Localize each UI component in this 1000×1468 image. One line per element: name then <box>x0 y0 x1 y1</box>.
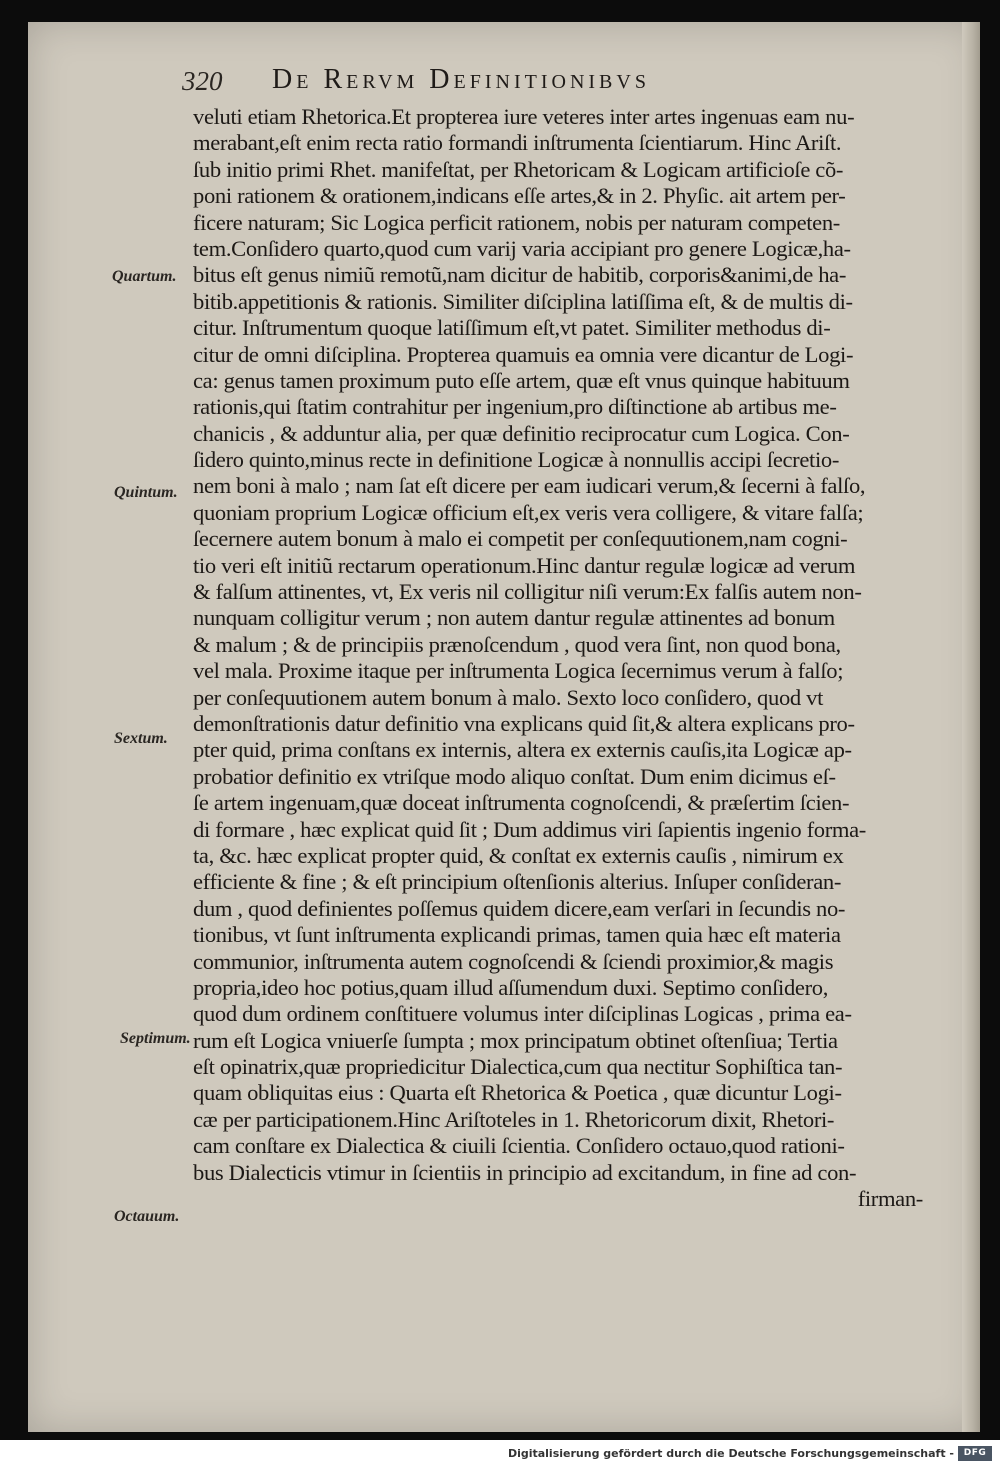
text-line: & falſum attinentes, vt, Ex veris nil colligitur niſi verum:Ex falſis autem non- <box>193 579 862 605</box>
text-line: demonſtrationis datur definitio vna explicans quid ſit,& altera explicans pro- <box>193 710 855 736</box>
text-line: probatior definitio ex vtriſque modo aliquo conſtat. Dum enim dicimus eſ- <box>193 763 836 789</box>
text-line: bitus eſt genus nimiũ remotũ,nam dicitur de habitib, corporis&animi,de ha- <box>193 262 847 288</box>
text-line: efficiente & fine ; & eſt principium oſtenſionis alterius. Inſuper conſideran- <box>193 869 842 895</box>
running-title: De Rervm Definitionibvs <box>272 64 650 95</box>
margin-note-sextum: Sextum. <box>114 730 168 747</box>
text-line: ficere naturam; Sic Logica perficit rationem, nobis per naturam competen- <box>193 209 840 235</box>
body-text <box>193 104 933 1212</box>
text-line: ſecernere autem bonum à malo ei competit per conſequutionem,nam cogni- <box>193 526 848 552</box>
text-line: tem.Conſidero quarto,quod cum varij varia accipiant pro genere Logicæ,ha- <box>193 235 851 261</box>
text-line: cam conſtare ex Dialectica & ciuili ſcientia. Conſidero octauo,quod rationi- <box>193 1133 845 1159</box>
text-line: quoniam proprium Logicæ officium eſt,ex veris vera colligere, & vitare falſa; <box>193 499 864 525</box>
running-head <box>182 66 862 100</box>
text-line: nem boni à malo ; nam ſat eſt dicere per eam iudicari verum,& ſecerni à falſo, <box>193 473 866 499</box>
text-line: quam obliquitas eius : Quarta eſt Rhetorica & Poetica , quæ dicuntur Logi- <box>193 1080 842 1106</box>
text-line: ſidero quinto,minus recte in definitione Logicæ à nonnullis accipi ſecretio- <box>193 447 840 473</box>
page-edge <box>962 22 980 1432</box>
text-line: & malum ; & de principiis prænoſcendum , quod vera ſint, non quod bona, <box>193 631 841 657</box>
text-line: bus Dialecticis vtimur in ſcientiis in principio ad excitandum, in fine ad con- <box>193 1159 857 1185</box>
text-line: veluti etiam Rhetorica.Et propterea iure veteres inter artes ingenuas eam nu- <box>193 104 855 129</box>
dfg-logo-icon: DFG <box>958 1446 992 1461</box>
text-line: per conſequutionem autem bonum à malo. Sexto loco conſidero, quod vt <box>193 684 824 710</box>
margin-note-octauum: Octauum. <box>114 1208 180 1225</box>
text-line: rum eſt Logica vniuerſe ſumpta ; mox principatum obtinet oſtenſiua; Tertia <box>193 1027 838 1053</box>
text-line: quod dum ordinem conſtituere volumus inter diſciplinas Logicas , prima ea- <box>193 1001 852 1027</box>
text-line: nunquam colligitur verum ; non autem dantur regulæ attinentes ad bonum <box>193 605 835 631</box>
margin-note-septimum: Septimum. <box>120 1030 191 1047</box>
margin-note-quartum: Quartum. <box>112 268 177 285</box>
text-line: vel mala. Proxime itaque per inſtrumenta Logica ſecernimus verum à falſo; <box>193 658 844 684</box>
text-line: citur. Inſtrumentum quoque latiſſimum eſt,vt patet. Similiter methodus di- <box>193 315 831 341</box>
text-line: rationis,qui ſtatim contrahitur per ingenium,pro diſtinctione ab artibus me- <box>193 394 837 420</box>
text-line: eſt opinatrix,quæ propriedicitur Dialectica,cum qua nectitur Sophiſtica tan- <box>193 1054 843 1080</box>
text-line: bitib.appetitionis & rationis. Similiter diſciplina latiſſima eſt, & de multis di- <box>193 288 853 314</box>
text-line: tionibus, vt ſunt inſtrumenta explicandi primas, tamen quia hæc eſt materia <box>193 922 841 948</box>
funding-note: Digitalisierung gefördert durch die Deutsche Forschungsgemeinschaft - <box>507 1447 954 1460</box>
text-line: ta, &c. hæc explicat propter quid, & conſtat ex externis cauſis , nimirum ex <box>193 842 844 868</box>
margin-note-quintum: Quintum. <box>114 484 178 501</box>
text-line: tio veri eſt initiũ rectarum operationum.Hinc dantur regulæ logicæ ad verum <box>193 552 856 578</box>
text-line: merabant,eſt enim recta ratio formandi inſtrumenta ſcientiarum. Hinc Ariſt. <box>193 130 842 156</box>
text-line: ca: genus tamen proximum puto eſſe artem, quæ eſt vnus quinque habituum <box>193 367 850 393</box>
text-line: propria,ideo hoc potius,quam illud aſſumendum duxi. Septimo conſidero, <box>193 974 829 1000</box>
text-line: poni rationem & orationem,indicans eſſe artes,& in 2. Phyſic. ait artem per- <box>193 183 846 209</box>
page-number: 320 <box>182 66 223 96</box>
text-line: dum , quod definientes poſſemus quidem dicere,eam verſari in ſecundis no- <box>193 895 846 921</box>
text-line: pter quid, prima conſtans ex internis, altera ex externis cauſis,ita Logicæ ap- <box>193 737 852 763</box>
text-line: ſe artem ingenuam,quæ doceat inſtrumenta cognoſcendi, & præſertim ſcien- <box>193 790 850 816</box>
text-line: ſub initio primi Rhet. manifeſtat, per Rhetoricam & Logicam artificioſe cõ- <box>193 156 844 182</box>
catchword: firman- <box>857 1186 923 1212</box>
footer-bar <box>0 1440 1000 1468</box>
text-line: cæ per participationem.Hinc Ariſtoteles in 1. Rhetoricorum dixit, Rhetori- <box>193 1106 835 1132</box>
text-line: citur de omni diſciplina. Propterea quamuis ea omnia vere dicantur de Logi- <box>193 341 854 367</box>
text-line: communior, inſtrumenta autem cognoſcendi & ſciendi proximior,& magis <box>193 948 834 974</box>
text-line: di formare , hæc explicat quid ſit ; Dum addimus viri ſapientis ingenio forma- <box>193 816 866 842</box>
text-line: chanicis , & adduntur alia, per quæ definitio reciprocatur cum Logica. Con- <box>193 420 850 446</box>
